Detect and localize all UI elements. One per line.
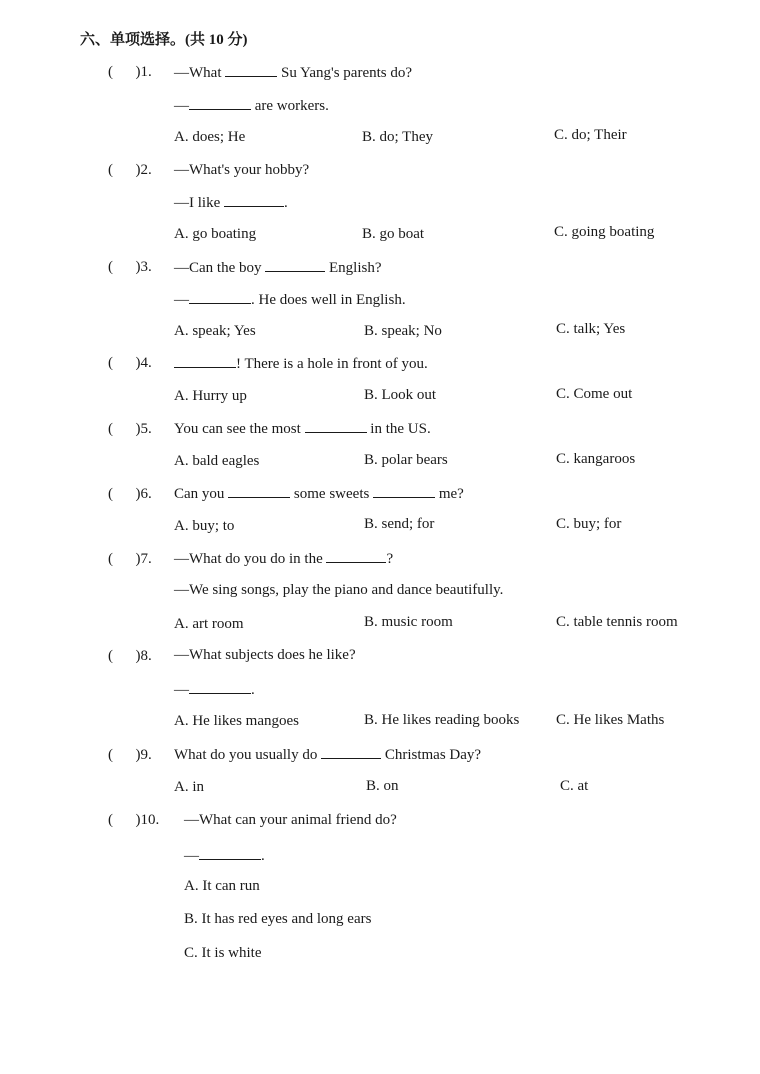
question-stem: —What can your animal friend do? — [184, 812, 397, 828]
question-stem: —What Su Yang's parents do? — [174, 65, 413, 81]
answer-line: —I like . — [174, 195, 288, 211]
option-b[interactable]: B. music room — [364, 614, 453, 630]
option-c[interactable]: C. kangaroos — [556, 451, 636, 467]
blank — [305, 419, 367, 433]
answer-line: — are workers. — [174, 98, 329, 114]
question-number: 5. — [140, 421, 152, 437]
option-b[interactable]: B. send; for — [364, 516, 435, 532]
option-b[interactable]: B. It has red eyes and long ears — [184, 911, 372, 927]
option-c[interactable]: C. table tennis room — [556, 614, 678, 630]
option-a[interactable]: A. art room — [174, 616, 244, 632]
blank — [224, 193, 284, 207]
option-a[interactable]: A. bald eagles — [174, 453, 260, 469]
option-a[interactable]: A. buy; to — [174, 518, 235, 534]
option-c[interactable]: C. at — [560, 778, 589, 794]
answer-line: — . — [174, 682, 255, 698]
question-number: 1. — [140, 64, 152, 80]
question-number: 3. — [140, 259, 152, 275]
question-stem: You can see the most in the US. — [174, 421, 431, 437]
option-c[interactable]: C. talk; Yes — [556, 321, 626, 337]
answer-bracket[interactable]: ( )2. — [108, 162, 152, 178]
section-title: 六、单项选择。(共 10 分) — [80, 32, 248, 48]
answer-bracket[interactable]: ( )8. — [108, 648, 152, 664]
blank — [189, 290, 251, 304]
blank — [189, 680, 251, 694]
option-a[interactable]: A. Hurry up — [174, 388, 247, 404]
question-stem: What do you usually do Christmas Day? — [174, 747, 482, 763]
blank — [265, 258, 325, 272]
answer-bracket[interactable]: ( )3. — [108, 259, 152, 275]
question-stem: Can you some sweets me? — [174, 486, 464, 502]
option-b[interactable]: B. He likes reading books — [364, 712, 520, 728]
question-stem: ! There is a hole in front of you. — [174, 354, 428, 373]
blank — [174, 354, 236, 368]
question-number: 7. — [140, 551, 152, 567]
option-a[interactable]: A. go boating — [174, 226, 257, 242]
answer-bracket[interactable]: ( )1. — [108, 64, 152, 80]
question-stem: —What do you do in the ? — [174, 551, 394, 567]
answer-bracket[interactable]: ( )5. — [108, 421, 152, 437]
answer-bracket[interactable]: ( )6. — [108, 486, 152, 502]
blank — [326, 549, 386, 563]
option-c[interactable]: C. It is white — [184, 945, 262, 961]
answer-bracket[interactable]: ( )4. — [108, 355, 152, 371]
answer-line: — . He does well in English. — [174, 292, 406, 308]
blank — [225, 63, 277, 77]
question-stem: —What subjects does he like? — [174, 647, 356, 663]
answer-line: — . — [184, 848, 265, 864]
option-a[interactable]: A. He likes mangoes — [174, 713, 299, 729]
blank — [321, 745, 381, 759]
option-a[interactable]: A. speak; Yes — [174, 323, 256, 339]
answer-bracket[interactable]: ( )7. — [108, 551, 152, 567]
question-number: 9. — [140, 747, 152, 763]
question-stem: —What's your hobby? — [174, 162, 310, 178]
blank — [199, 846, 261, 860]
option-c[interactable]: C. do; Their — [554, 127, 627, 143]
option-a[interactable]: A. does; He — [174, 129, 246, 145]
question-stem: —Can the boy English? — [174, 260, 382, 276]
answer-bracket[interactable]: ( )10. — [108, 812, 160, 828]
option-c[interactable]: C. He likes Maths — [556, 712, 665, 728]
option-a[interactable]: A. It can run — [184, 878, 260, 894]
option-c[interactable]: C. going boating — [554, 224, 655, 240]
question-number: 6. — [140, 486, 152, 502]
question-number: 4. — [140, 355, 152, 371]
answer-bracket[interactable]: ( )9. — [108, 747, 152, 763]
option-b[interactable]: B. do; They — [362, 129, 433, 145]
option-b[interactable]: B. speak; No — [364, 323, 442, 339]
option-b[interactable]: B. on — [366, 778, 399, 794]
option-b[interactable]: B. Look out — [364, 387, 437, 403]
blank — [189, 96, 251, 110]
question-number: 8. — [140, 648, 152, 664]
option-a[interactable]: A. in — [174, 779, 204, 795]
option-b[interactable]: B. go boat — [362, 226, 425, 242]
option-c[interactable]: C. Come out — [556, 386, 633, 402]
blank — [373, 484, 435, 498]
answer-line: —We sing songs, play the piano and dance beautifully. — [174, 582, 504, 598]
option-b[interactable]: B. polar bears — [364, 452, 448, 468]
question-number: 2. — [140, 162, 152, 178]
question-number: 10. — [140, 812, 160, 828]
blank — [228, 484, 290, 498]
option-c[interactable]: C. buy; for — [556, 516, 622, 532]
